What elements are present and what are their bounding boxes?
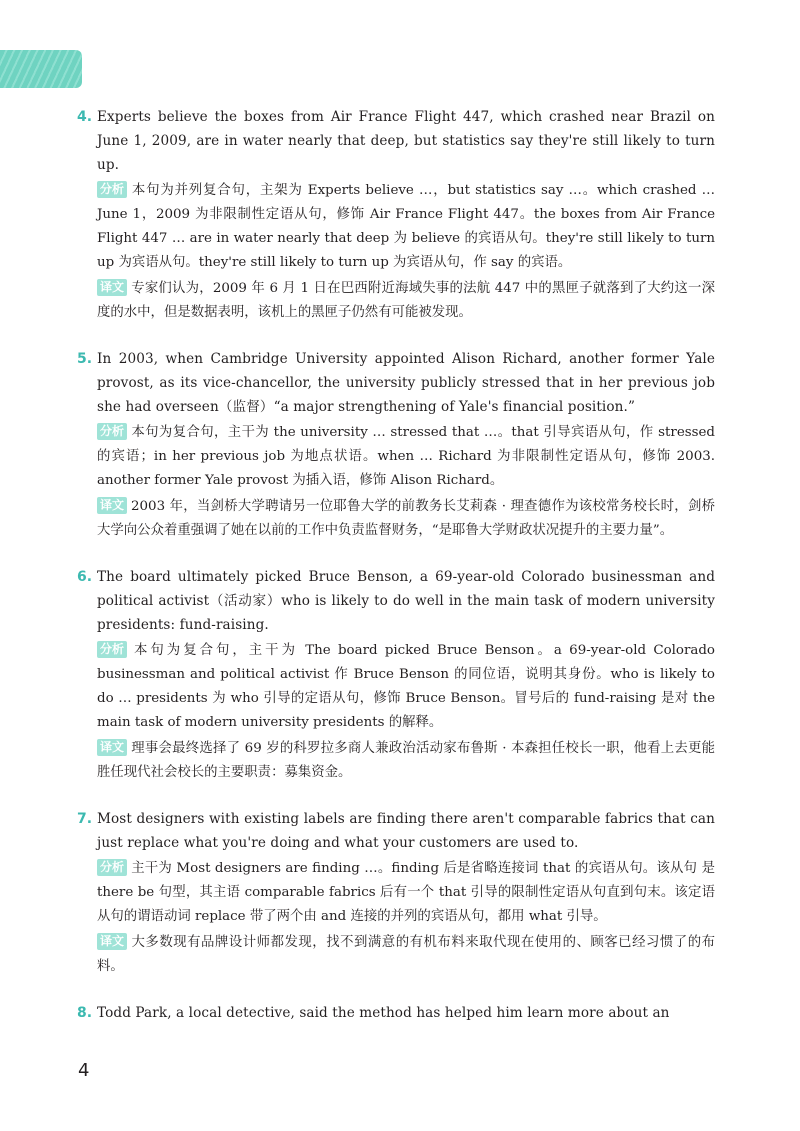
sentence-item-4 <box>75 105 715 325</box>
translation-text: 大多数现有品牌设计师都发现，找不到满意的有机布料来取代现在使用的、顾客已经习惯了的布料。 <box>97 935 715 974</box>
translation-tag: 译文 <box>97 497 127 514</box>
sentence-item-8 <box>75 1001 715 1025</box>
translation-text: 2003 年，当剑桥大学聘请另一位耶鲁大学的前教务长艾莉森 · 理查德作为该校常务校长时，剑桥大学向公众着重强调了她在以前的工作中负责监督财务，“是耶鲁大学财政状况提升的主要力量”。 <box>97 499 715 538</box>
translation-block <box>97 495 715 543</box>
sentence-item-7 <box>75 807 715 979</box>
analysis-block <box>97 179 715 275</box>
analysis-text: 本句为并列复合句，主架为 Experts believe …，but statistics say …。which crashed … June 1，2009 为非限制性定语从句，修饰 Air France Flight 447。the boxes from Air France Flight 447 … are in water nearly that deep 为 believe 的宾语从句。they're still likely to turn up 为宾语从句。they're still likely to turn up 为宾语从句，作 say 的宾语。 <box>97 183 715 270</box>
english-sentence: Todd Park, a local detective, said the method has helped him learn more about an <box>97 1005 670 1021</box>
analysis-tag: 分析 <box>97 423 127 440</box>
sentence-item-6 <box>75 565 715 785</box>
analysis-tag: 分析 <box>97 181 127 198</box>
translation-block <box>97 931 715 979</box>
page-content <box>75 105 715 1047</box>
analysis-tag: 分析 <box>97 641 127 658</box>
english-sentence: Most designers with existing labels are finding there aren't comparable fabrics that can just replace what you're doing and what your customers are used to. <box>97 811 715 851</box>
analysis-tag: 分析 <box>97 859 127 876</box>
english-sentence: The board ultimately picked Bruce Benson, a 69-year-old Colorado businessman and political activist（活动家）who is likely to do well in the main task of modern university presidents: fund-raising. <box>97 569 715 633</box>
translation-tag: 译文 <box>97 279 127 296</box>
item-number: 6. <box>77 569 93 585</box>
translation-block <box>97 277 715 325</box>
translation-tag: 译文 <box>97 933 127 950</box>
item-number: 4. <box>77 109 93 125</box>
translation-tag: 译文 <box>97 739 127 756</box>
analysis-text: 本句为复合句，主干为 the university … stressed that …。that 引导宾语从句，作 stressed 的宾语；in her previous job 为地点状语。when … Richard 为非限制性定语从句，修饰 2003. another former Yale provost 为插入语，修饰 Alison Richard。 <box>97 425 715 488</box>
analysis-text: 主干为 Most designers are finding …。finding 后是省略连接词 that 的宾语从句。该从句 是 there be 句型，其主语 comparable fabrics 后有一个 that 引导的限制性定语从句直到句末。该定语从句的谓语动词 replace 带了两个由 and 连接的并列的宾语从句，都用 what 引导。 <box>97 861 715 924</box>
corner-decoration-tab <box>0 50 82 88</box>
analysis-block <box>97 639 715 735</box>
page-number: 4 <box>78 1060 90 1081</box>
item-number: 5. <box>77 351 93 367</box>
item-number: 8. <box>77 1005 93 1021</box>
item-number: 7. <box>77 811 93 827</box>
translation-text: 专家们认为，2009 年 6 月 1 日在巴西附近海域失事的法航 447 中的黑匣子就落到了大约这一深度的水中，但是数据表明，该机上的黑匣子仍然有可能被发现。 <box>97 281 715 320</box>
translation-text: 理事会最终选择了 69 岁的科罗拉多商人兼政治活动家布鲁斯 · 本森担任校长一职，他看上去更能胜任现代社会校长的主要职责：募集资金。 <box>97 741 715 780</box>
analysis-block <box>97 857 715 929</box>
english-sentence: Experts believe the boxes from Air France Flight 447, which crashed near Brazil on June 1, 2009, are in water nearly that deep, but statistics say they're still likely to turn up. <box>97 109 715 173</box>
translation-block <box>97 737 715 785</box>
analysis-text: 本句为复合句，主干为 The board picked Bruce Benson。a 69-year-old Colorado businessman and political activist 作 Bruce Benson 的同位语，说明其身份。who is likely to do … presidents 为 who 引导的定语从句，修饰 Bruce Benson。冒号后的 fund-raising 是对 the main task of modern university presidents 的解释。 <box>97 643 715 730</box>
analysis-block <box>97 421 715 493</box>
english-sentence: In 2003, when Cambridge University appointed Alison Richard, another former Yale provost, as its vice-chancellor, the university publicly stressed that in her previous job she had overseen（监督）“a major strengthening of Yale's financial position.” <box>97 351 715 415</box>
sentence-item-5 <box>75 347 715 543</box>
